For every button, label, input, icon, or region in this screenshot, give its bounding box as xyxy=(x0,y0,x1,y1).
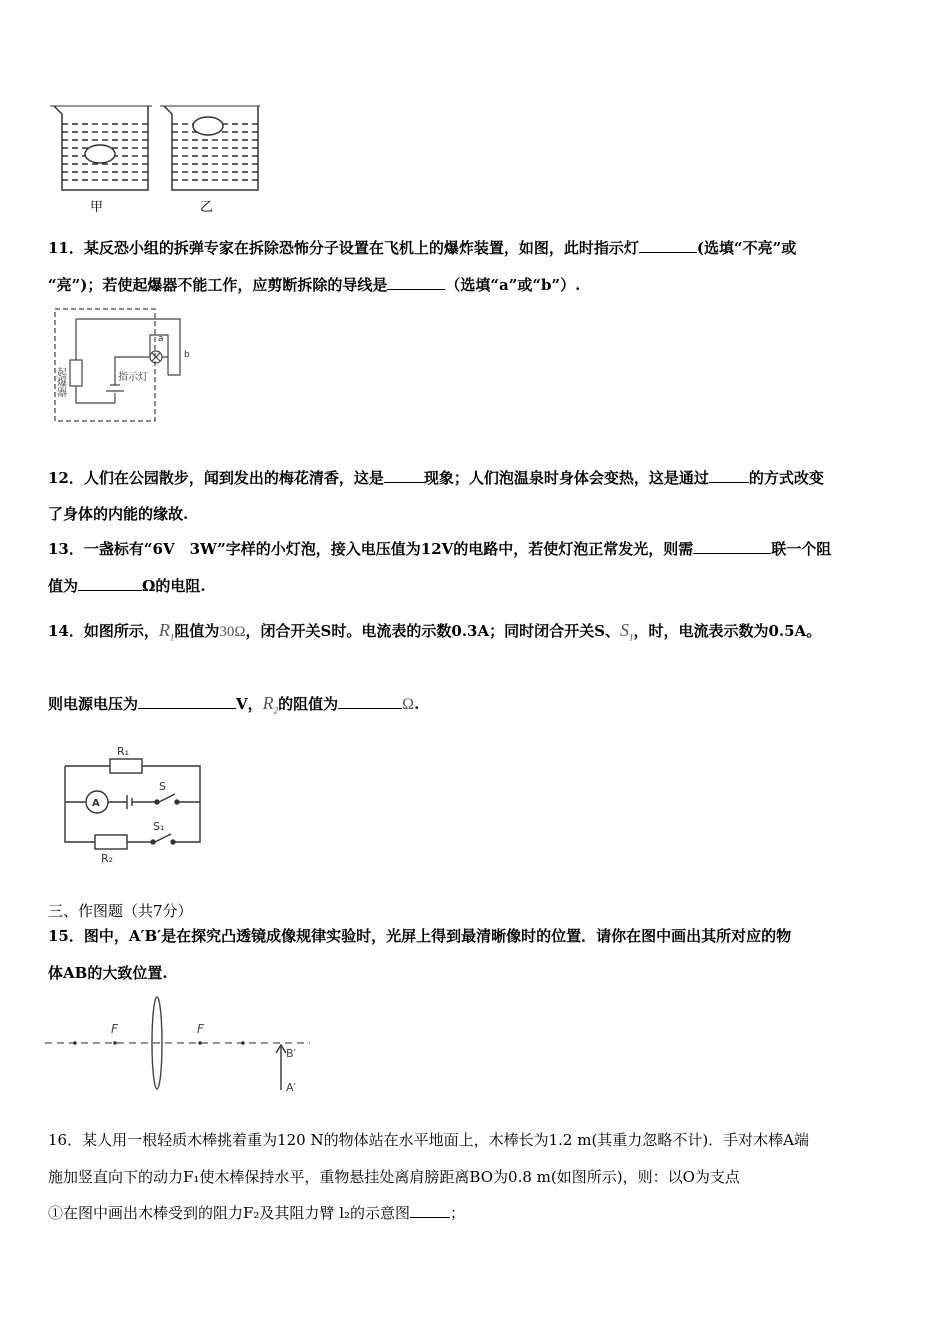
q14-r1-value: 30Ω xyxy=(219,624,246,640)
q14-r1-letter: R xyxy=(158,620,170,640)
q11-circuit-figure xyxy=(50,305,200,425)
q12-text-2: 现象；人们泡温泉时身体会变热，这是通过 xyxy=(423,469,709,487)
q14-fig-ammeter: A xyxy=(92,798,100,809)
q14-text-2: 阻值为 xyxy=(174,622,220,640)
r1-resistor xyxy=(110,759,142,773)
q14-s1-sub: 1 xyxy=(628,632,634,643)
q14-blank-1[interactable] xyxy=(138,692,236,709)
q12-blank-2[interactable] xyxy=(709,466,749,483)
beaker-yi xyxy=(160,106,260,190)
q13-text-1: 13．一盏标有“6V 3W”字样的小灯泡，接入电压值为12V的电路中，若使灯泡正常发光，则需 xyxy=(48,540,694,558)
q14-text-5: 则电源电压为 xyxy=(48,695,139,713)
q14-ohm-unit: Ω xyxy=(402,696,415,713)
q14-text-3: ，闭合开关S时。电流表的示数0.3A；同时闭合开关S、 xyxy=(245,622,620,640)
q11-text-2: (选填“不亮”或 xyxy=(696,239,797,257)
q14-line2 xyxy=(48,692,419,722)
beaker-label-yi: 乙 xyxy=(200,200,214,215)
q12-text-1: 12．人们在公园散步，闻到发出的梅花清香，这是 xyxy=(48,469,384,487)
beaker-jia xyxy=(50,106,152,190)
q16-text-1: ①在图中画出木棒受到的阻力F₂及其阻力臂 l₂的示意图 xyxy=(48,1204,411,1222)
q12-text-3: 的方式改变 xyxy=(748,469,824,487)
q14-r1-symbol xyxy=(158,620,175,643)
q12-line1 xyxy=(48,466,824,489)
q14-text-1: 14．如图所示， xyxy=(48,622,159,640)
q16-line2: 施加竖直向下的动力F₁使木棒保持水平，重物悬挂处离肩膀距离BO为0.8 m(如图所示)，则：以O为支点 xyxy=(48,1168,740,1186)
q14-fig-s1: S₁ xyxy=(153,820,165,833)
q15-fig-a-prime: A′ xyxy=(286,1081,297,1094)
q11-blank-2[interactable] xyxy=(387,273,445,290)
q15-fig-f-left: F xyxy=(111,1022,118,1036)
q13-blank-2[interactable] xyxy=(78,574,142,591)
q11-text-3: “亮”)；若使起爆器不能工作，应剪断拆除的导线是 xyxy=(48,276,388,294)
q13-text-3: 值为 xyxy=(48,577,79,595)
beakers-figure xyxy=(40,98,260,218)
q15-lens-figure xyxy=(45,995,310,1100)
q13-line2 xyxy=(48,574,206,597)
q11-fig-a: a xyxy=(158,334,164,344)
q14-fig-s: S xyxy=(159,780,166,793)
q11-line2 xyxy=(48,273,580,296)
q13-blank-1[interactable] xyxy=(693,537,771,554)
section-3-title: 三、作图题（共7分） xyxy=(48,902,193,920)
q14-r2-letter: R xyxy=(262,693,274,713)
q15-line2: 体AB的大致位置. xyxy=(48,964,168,982)
q16-line3 xyxy=(48,1201,465,1224)
q14-text-6: V， xyxy=(236,695,263,713)
q14-blank-2[interactable] xyxy=(338,692,402,709)
q14-r2-sub: 2 xyxy=(273,705,279,716)
q14-s1-symbol xyxy=(619,620,634,643)
q14-line1 xyxy=(48,619,821,649)
q14-r2-symbol xyxy=(262,693,279,716)
q16-text-2: ； xyxy=(450,1204,466,1222)
q14-fig-r1: R₁ xyxy=(117,745,130,758)
q11-fig-b: b xyxy=(184,350,190,360)
r2-resistor xyxy=(95,835,127,849)
q14-text-7: 的阻值为 xyxy=(278,695,339,713)
switch-s1 xyxy=(155,834,171,842)
q14-text-8: . xyxy=(414,695,420,713)
switch-s xyxy=(159,794,175,802)
q13-text-4: Ω的电阻. xyxy=(142,577,206,595)
q11-text-4: （选填“a”或“b”）. xyxy=(445,276,581,294)
q15-fig-b-prime: B′ xyxy=(286,1047,297,1060)
q14-fig-r2: R₂ xyxy=(101,852,114,865)
q11-fig-detonator-1: 起爆器 xyxy=(54,367,66,397)
q14-r1-sub: 1 xyxy=(169,632,175,643)
q15-fig-f-right: F xyxy=(197,1022,204,1036)
q13-text-2: 联一个阻 xyxy=(771,540,832,558)
q11-fig-lamp: 指示灯 xyxy=(118,372,148,383)
q14-text-4: ，时，电流表示数为0.5A。 xyxy=(633,622,822,640)
beaker-label-jia: 甲 xyxy=(90,200,104,215)
q16-blank-1[interactable] xyxy=(410,1201,450,1218)
q14-s1-letter: S xyxy=(619,620,629,640)
detonator-symbol xyxy=(70,360,82,386)
q11-blank-1[interactable] xyxy=(639,236,697,253)
q12-line2: 了身体的内能的缘故. xyxy=(48,505,189,523)
q15-line1: 15．图中，A′B′是在探究凸透镜成像规律实验时，光屏上得到最清晰像时的位置．请你在图中画出其所对应的物 xyxy=(48,927,792,945)
q16-line1: 16．某人用一根轻质木棒挑着重为120 N的物体站在水平地面上，木棒长为1.2 m(其重力忽略不计)．手对木棒A端 xyxy=(48,1131,809,1149)
q11-line1 xyxy=(48,236,796,259)
q14-circuit-figure xyxy=(55,738,215,868)
q12-blank-1[interactable] xyxy=(384,466,424,483)
q13-line1 xyxy=(48,537,831,560)
q11-text-1: 11．某反恐小组的拆弹专家在拆除恐怖分子设置在飞机上的爆炸装置，如图，此时指示灯 xyxy=(48,239,639,257)
